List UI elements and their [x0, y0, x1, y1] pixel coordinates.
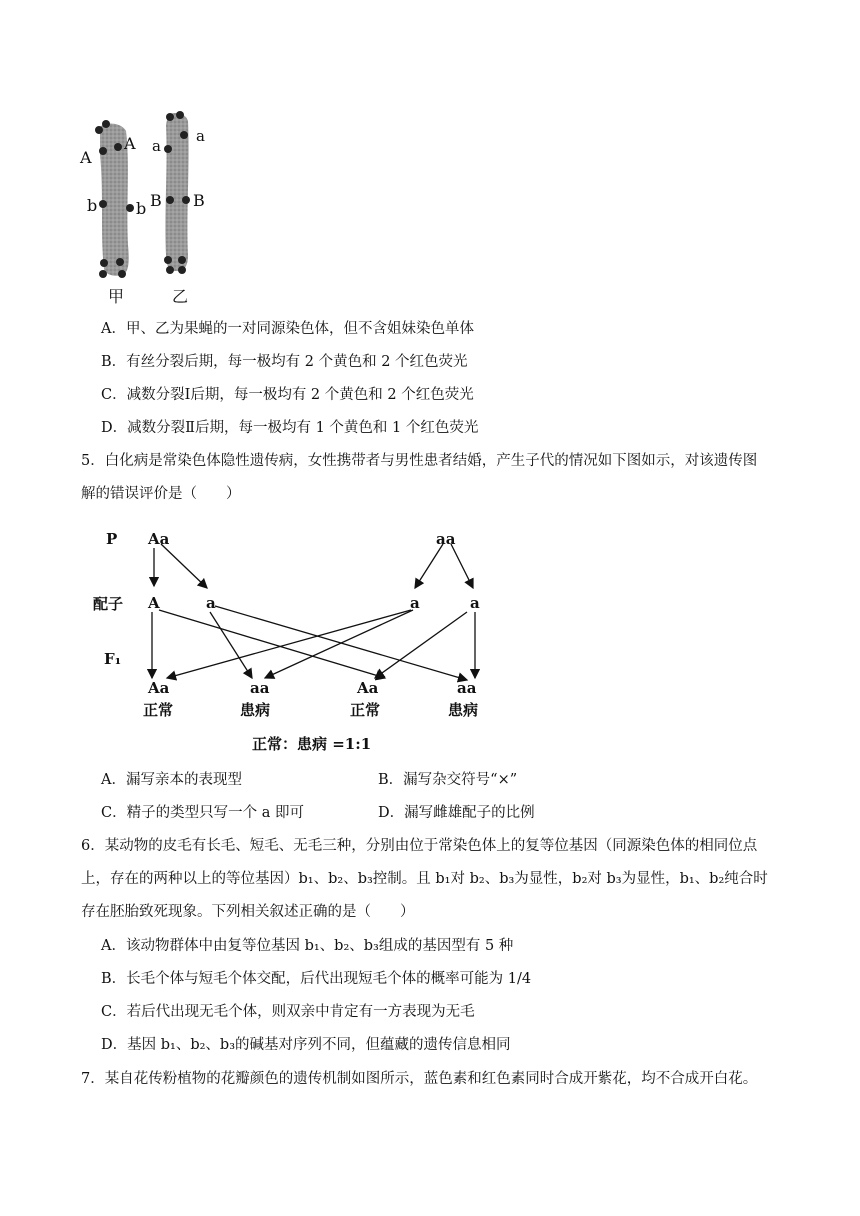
row-label-gamete: 配子	[93, 595, 124, 613]
cross-arrows	[152, 544, 475, 680]
gene-label: B	[150, 191, 162, 210]
offspring-genotype: aa	[250, 679, 270, 697]
gene-label: B	[193, 191, 205, 210]
offspring-genotype: Aa	[357, 679, 379, 697]
row-label-p: P	[106, 530, 118, 548]
cross-diagram	[95, 520, 515, 760]
q5-option-b: B．漏写杂交符号“×”	[378, 772, 518, 788]
gamete-label: a	[470, 594, 480, 612]
q5-option-a: A．漏写亲本的表现型	[101, 772, 242, 788]
q6-option-d: D．基因 b₁、b₂、b₃的碱基对序列不同，但蕴藏的遗传信息相同	[101, 1037, 511, 1053]
q6-stem-line2: 上，存在的两种以上的等位基因）b₁、b₂、b₃控制。且 b₁对 b₂、b₃为显性，b₂对 b₃为显性，b₁、b₂纯合时	[81, 871, 768, 887]
gene-label: b	[136, 199, 147, 218]
offspring-genotype: Aa	[148, 679, 170, 697]
parent-male-genotype: aa	[436, 530, 456, 548]
offspring-phenotype: 正常	[143, 701, 174, 719]
q6-option-a: A．该动物群体中由复等位基因 b₁、b₂、b₃组成的基因型有 5 种	[101, 938, 514, 954]
q5-stem-line2: 解的错误评价是（ ）	[81, 486, 241, 502]
phenotype-ratio: 正常：患病 =1:1	[252, 735, 372, 753]
parent-female-genotype: Aa	[148, 530, 170, 548]
q6-stem-line3: 存在胚胎致死现象。下列相关叙述正确的是（ ）	[81, 904, 415, 920]
label-yi: 乙	[172, 287, 189, 306]
offspring-phenotype: 患病	[240, 701, 271, 719]
offspring-phenotype: 正常	[350, 701, 381, 719]
q4-option-d: D．减数分裂Ⅱ后期，每一极均有 1 个黄色和 1 个红色荧光	[101, 420, 479, 436]
q4-option-c: C．减数分裂Ⅰ后期，每一极均有 2 个黄色和 2 个红色荧光	[101, 387, 474, 403]
q6-stem-line1: 6．某动物的皮毛有长毛、短毛、无毛三种，分别由位于常染色体上的复等位基因（同源染色体的相同位点	[81, 838, 758, 854]
gene-label: b	[87, 196, 98, 215]
gene-label: A	[80, 148, 92, 167]
q6-option-c: C．若后代出现无毛个体，则双亲中肯定有一方表现为无毛	[101, 1004, 475, 1020]
offspring-genotype: aa	[457, 679, 477, 697]
q5-option-d: D．漏写雌雄配子的比例	[378, 805, 535, 821]
gamete-label: A	[148, 594, 160, 612]
q7-stem-line1: 7．某自花传粉植物的花瓣颜色的遗传机制如图所示，蓝色素和红色素同时合成开紫花，均不合成开白花。	[81, 1071, 758, 1087]
offspring-phenotype: 患病	[448, 701, 479, 719]
q4-option-b: B．有丝分裂后期，每一极均有 2 个黄色和 2 个红色荧光	[101, 354, 468, 370]
gene-label: A	[124, 134, 136, 153]
gene-label: a	[196, 127, 205, 145]
q5-stem-line1: 5．白化病是常染色体隐性遗传病，女性携带者与男性患者结婚，产生子代的情况如下图如示，对该遗传图	[81, 453, 758, 469]
q5-option-c: C．精子的类型只写一个 a 即可	[101, 805, 304, 821]
row-label-f1: F₁	[104, 650, 122, 668]
gamete-label: a	[410, 594, 420, 612]
q4-option-a: A．甲、乙为果蝇的一对同源染色体，但不含姐妹染色单体	[101, 321, 474, 337]
q6-option-b: B．长毛个体与短毛个体交配，后代出现短毛个体的概率可能为 1/4	[101, 971, 532, 987]
gamete-label: a	[206, 594, 216, 612]
label-jia: 甲	[108, 287, 125, 306]
gene-label: a	[152, 137, 161, 155]
